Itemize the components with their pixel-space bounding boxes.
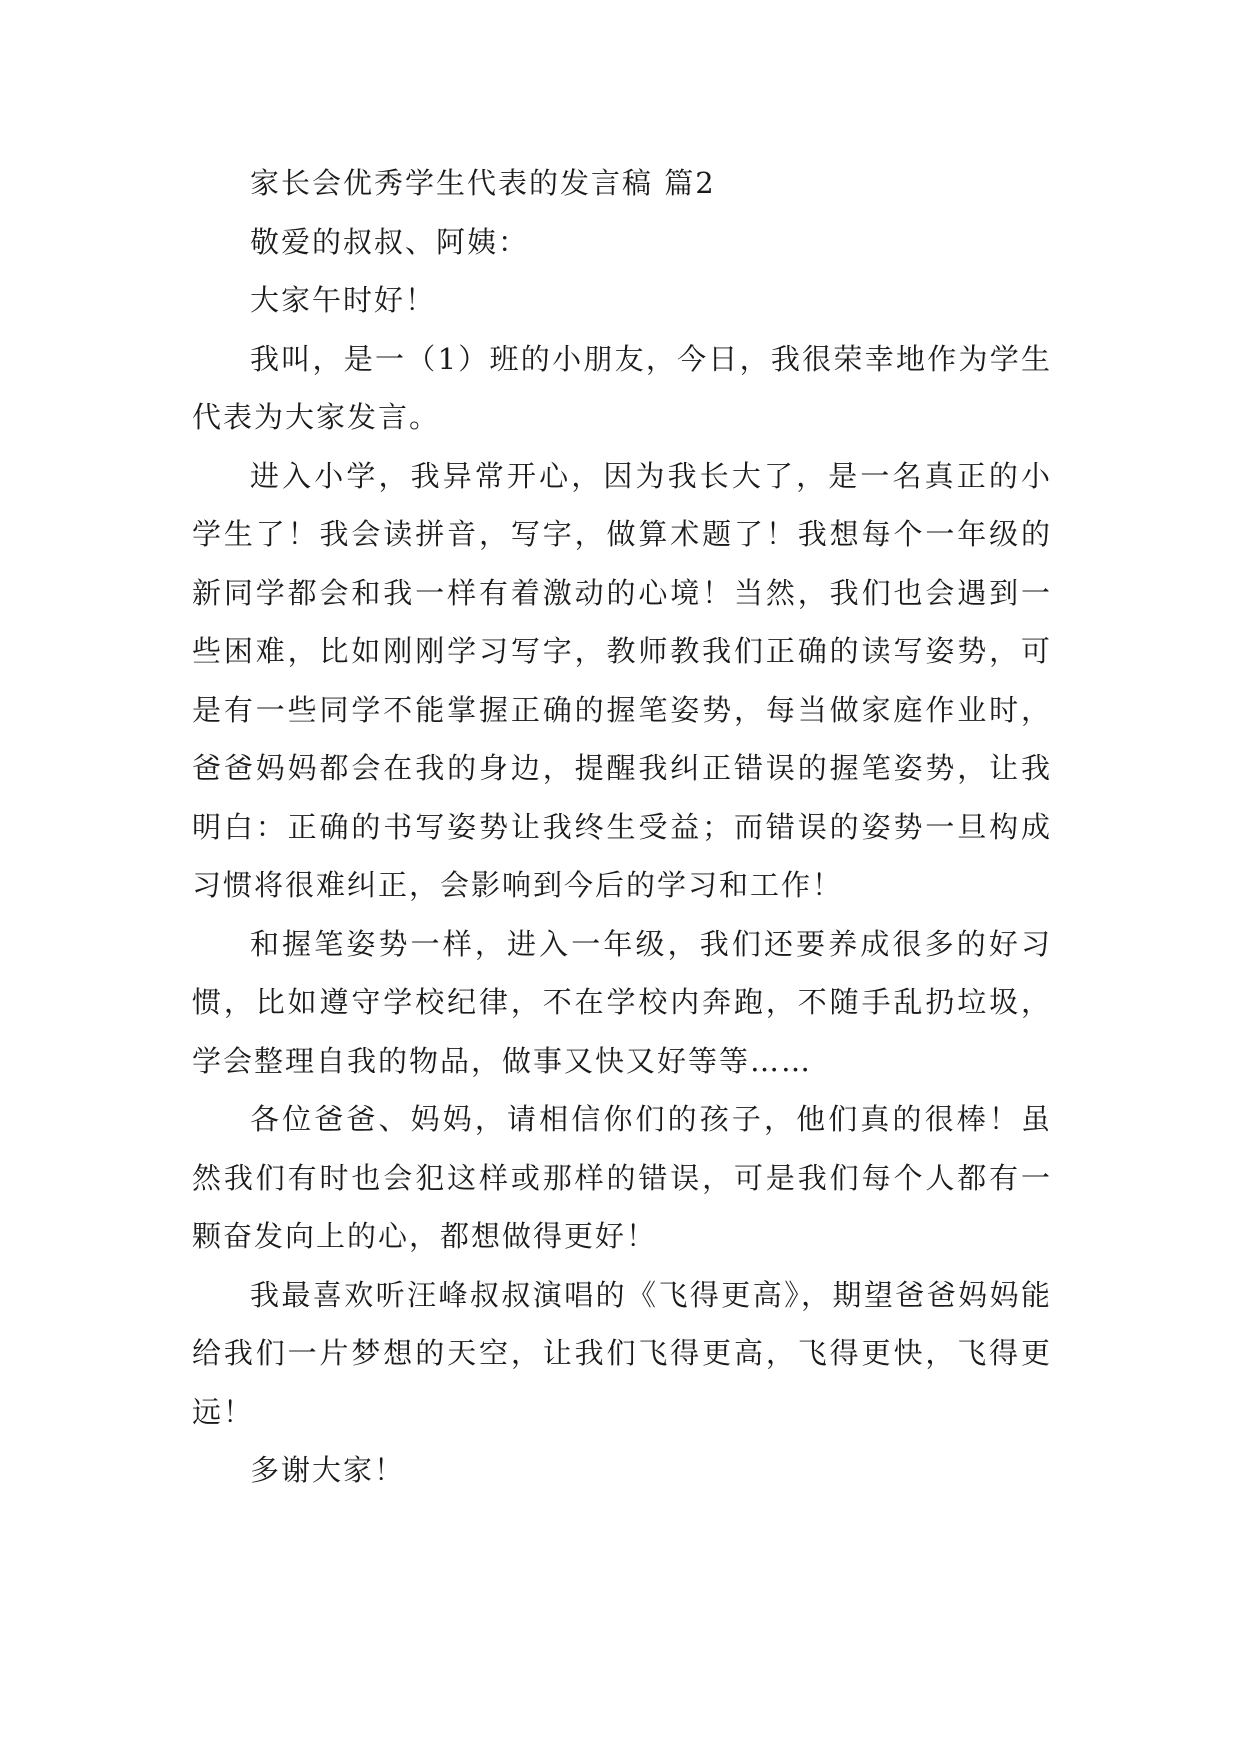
document-body (192, 154, 1052, 1500)
paragraph-introduction: 我叫，是一（1）班的小朋友，今日，我很荣幸地作为学生代表为大家发言。 (192, 341, 1052, 434)
closing-thanks: 多谢大家！ (250, 1453, 406, 1487)
paragraph-good-habits: 和握笔姿势一样，进入一年级，我们还要养成很多的好习惯，比如遵守学校纪律，不在学校内奔跑，不随手乱扔垃圾，学会整理自我的物品，做事又快又好等等…… (192, 926, 1052, 1078)
salutation: 大家午时好！ (250, 283, 437, 317)
paragraph-writing-posture: 进入小学，我异常开心，因为我长大了，是一名真正的小学生了！我会读拼音，写字，做算术题了！我想每个一年级的新同学都会和我一样有着激动的心境！当然，我们也会遇到一些困难，比如刚刚学习写字，教师教我们正确的读写姿势，可是有一些同学不能掌握正确的握笔姿势，每当做家庭作业时，爸爸妈妈都会在我的身边，提醒我纠正错误的握笔姿势，让我明白：正确的书写姿势让我终生受益；而错误的姿势一旦构成习惯将很难纠正，会影响到今后的学习和工作！ (192, 458, 1052, 902)
paragraph-fly-higher: 我最喜欢听汪峰叔叔演唱的《飞得更高》，期望爸爸妈妈能给我们一片梦想的天空，让我们飞得更高，飞得更快，飞得更远！ (192, 1277, 1052, 1429)
greeting: 敬爱的叔叔、阿姨： (250, 224, 530, 259)
paragraph-to-parents: 各位爸爸、妈妈，请相信你们的孩子，他们真的很棒！虽然我们有时也会犯这样或那样的错误，可是我们每个人都有一颗奋发向上的心，都想做得更好！ (192, 1102, 1052, 1253)
speech-title: 家长会优秀学生代表的发言稿 篇2 (250, 166, 716, 200)
